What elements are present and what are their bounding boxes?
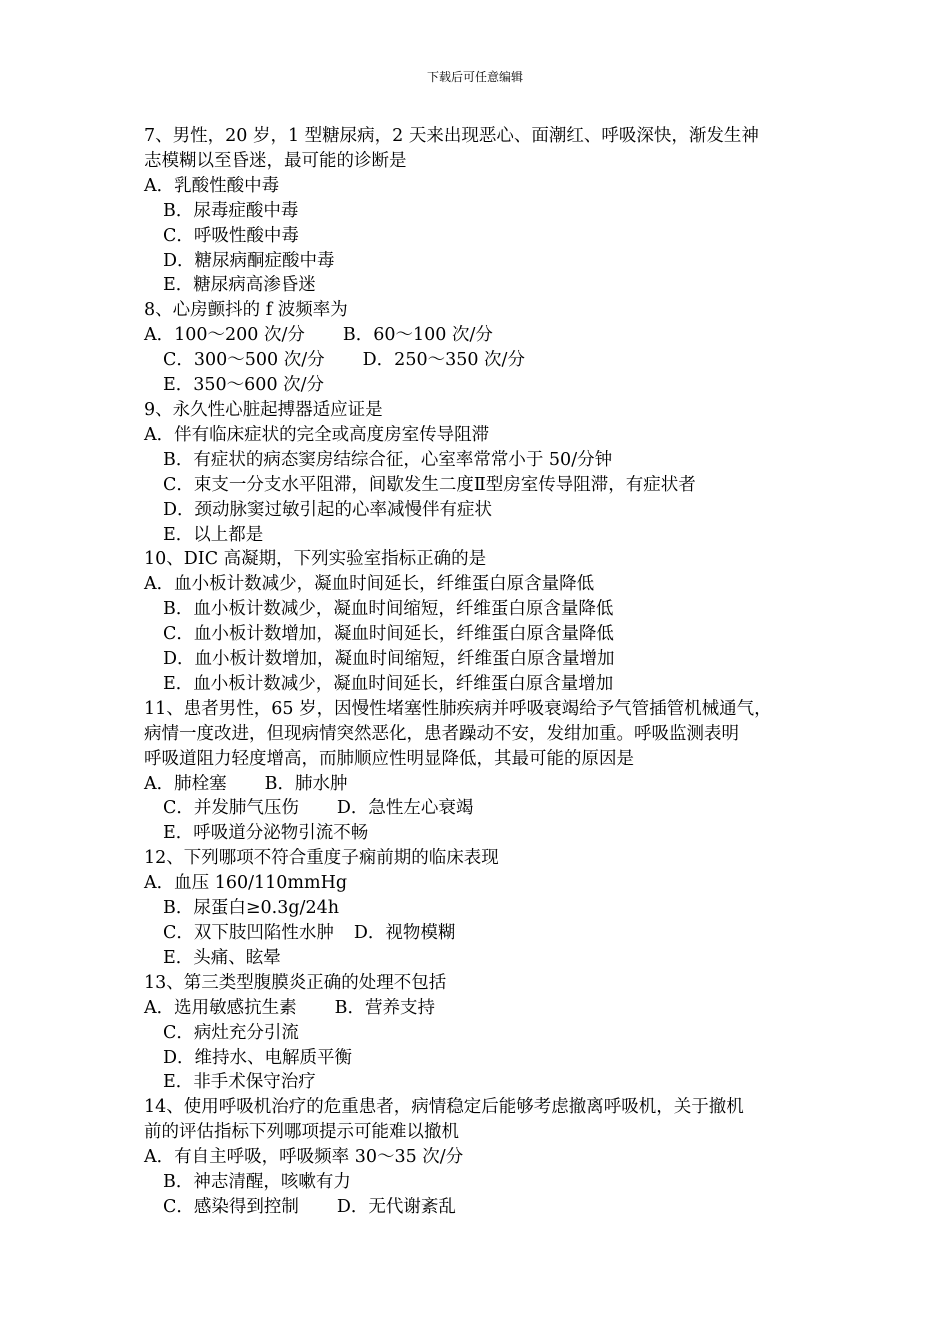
question-8-option-c: C．300～500 次/分 [163, 350, 325, 371]
question-13-option-d: D．维持水、电解质平衡 [163, 1047, 353, 1068]
question-7-option-b: B．尿毒症酸中毒 [163, 200, 299, 221]
question-10-option-b: B．血小板计数减少，凝血时间缩短，纤维蛋白原含量降低 [163, 599, 614, 620]
question-11-options-ab [144, 772, 824, 797]
question-7-stem-cont: 志模糊以至昏迷，最可能的诊断是 [144, 150, 407, 171]
question-13-option-e: E．非手术保守治疗 [163, 1072, 316, 1093]
question-11-stem-cont: 病情一度改进，但现病情突然恶化，患者躁动不安，发绀加重。呼吸监测表明 [144, 723, 739, 744]
question-10-stem: 10、DIC 高凝期，下列实验室指标正确的是 [144, 549, 487, 570]
question-13-stem: 13、第三类型腹膜炎正确的处理不包括 [144, 972, 447, 993]
question-7-option-a: A．乳酸性酸中毒 [144, 175, 280, 196]
question-14-stem: 14、使用呼吸机治疗的危重患者，病情稳定后能够考虑撤离呼吸机，关于撤机 [144, 1097, 744, 1118]
question-10-option-e: E．血小板计数减少，凝血时间延长，纤维蛋白原含量增加 [163, 673, 614, 694]
question-11-option-a: A．肺栓塞 [144, 773, 227, 794]
question-12-option-b: B．尿蛋白≥0.3g/24h [163, 898, 339, 919]
question-13-option-c: C．病灶充分引流 [163, 1022, 299, 1043]
question-7-option-c: C．呼吸性酸中毒 [163, 225, 299, 246]
question-8-option-e: E．350～600 次/分 [163, 375, 325, 396]
question-14-options-cd [144, 1195, 824, 1220]
question-14-option-d: D．无代谢紊乱 [336, 1196, 456, 1217]
question-7-option-d: D．糖尿病酮症酸中毒 [163, 250, 335, 271]
question-11-stem: 11、患者男性，65 岁，因慢性堵塞性肺疾病并呼吸衰竭给予气管插管机械通气， [144, 698, 772, 719]
page-header: 下载后可任意编辑 [426, 70, 523, 84]
question-8-option-b: B．60～100 次/分 [342, 325, 493, 346]
question-12-option-a: A．血压 160/110mmHg [144, 873, 348, 894]
question-14-option-a: A．有自主呼吸，呼吸频率 30～35 次/分 [144, 1147, 464, 1168]
question-8-options-cd [144, 348, 824, 373]
question-9-option-d: D．颈动脉窦过敏引起的心率减慢伴有症状 [163, 499, 493, 520]
question-7-stem: 7、男性，20 岁，1 型糖尿病，2 天来出现恶心、面潮红、呼吸深快，渐发生神 [144, 126, 759, 146]
question-8-stem: 8、心房颤抖的 f 波频率为 [144, 300, 348, 321]
question-9-option-e: E．以上都是 [163, 524, 264, 545]
question-11-option-c: C．并发肺气压伤 [163, 798, 299, 819]
question-8-option-d: D．250～350 次/分 [362, 350, 525, 371]
question-11-stem-cont-2: 呼吸道阻力轻度增高，而肺顺应性明显降低，其最可能的原因是 [144, 748, 634, 769]
question-9-option-b: B．有症状的病态窦房结综合征，心室率常常小于 50/分钟 [163, 449, 613, 470]
question-10-option-d: D．血小板计数增加，凝血时间缩短，纤维蛋白原含量增加 [163, 649, 615, 670]
question-7-option-e: E．糖尿病高渗昏迷 [163, 275, 316, 296]
question-list [144, 124, 824, 1220]
question-11-option-d: D．急性左心衰竭 [336, 798, 474, 819]
question-13-options-ab [144, 996, 824, 1021]
question-11-option-b: B．肺水肿 [264, 773, 348, 794]
question-12-option-c: C．双下肢凹陷性水肿 [163, 923, 334, 943]
question-12-option-d: D．视物模糊 [353, 923, 456, 943]
question-12-options-cd [144, 921, 824, 946]
question-11-option-e: E．呼吸道分泌物引流不畅 [163, 823, 369, 844]
question-14-option-c: C．感染得到控制 [163, 1196, 299, 1217]
question-13-option-a: A．选用敏感抗生素 [144, 997, 297, 1018]
question-10-option-c: C．血小板计数增加，凝血时间延长，纤维蛋白原含量降低 [163, 624, 614, 645]
question-14-option-b: B．神志清醒，咳嗽有力 [163, 1172, 351, 1193]
question-12-option-e: E．头痛、眩晕 [163, 947, 281, 968]
question-13-option-b: B．营养支持 [334, 997, 436, 1018]
question-9-option-a: A．伴有临床症状的完全或高度房室传导阻滞 [144, 424, 490, 445]
question-11-options-cd [144, 796, 824, 821]
question-14-stem-cont: 前的评估指标下列哪项提示可能难以撤机 [144, 1122, 459, 1143]
question-10-option-a: A．血小板计数减少，凝血时间延长，纤维蛋白原含量降低 [144, 574, 595, 595]
question-8-options-ab [144, 323, 824, 348]
question-12-stem: 12、下列哪项不符合重度子痫前期的临床表现 [144, 848, 499, 869]
question-8-option-a: A．100～200 次/分 [144, 325, 305, 346]
question-9-option-c: C．束支一分支水平阻滞，间歇发生二度Ⅱ型房室传导阻滞，有症状者 [163, 474, 696, 495]
question-9-stem: 9、永久性心脏起搏器适应证是 [144, 399, 383, 420]
